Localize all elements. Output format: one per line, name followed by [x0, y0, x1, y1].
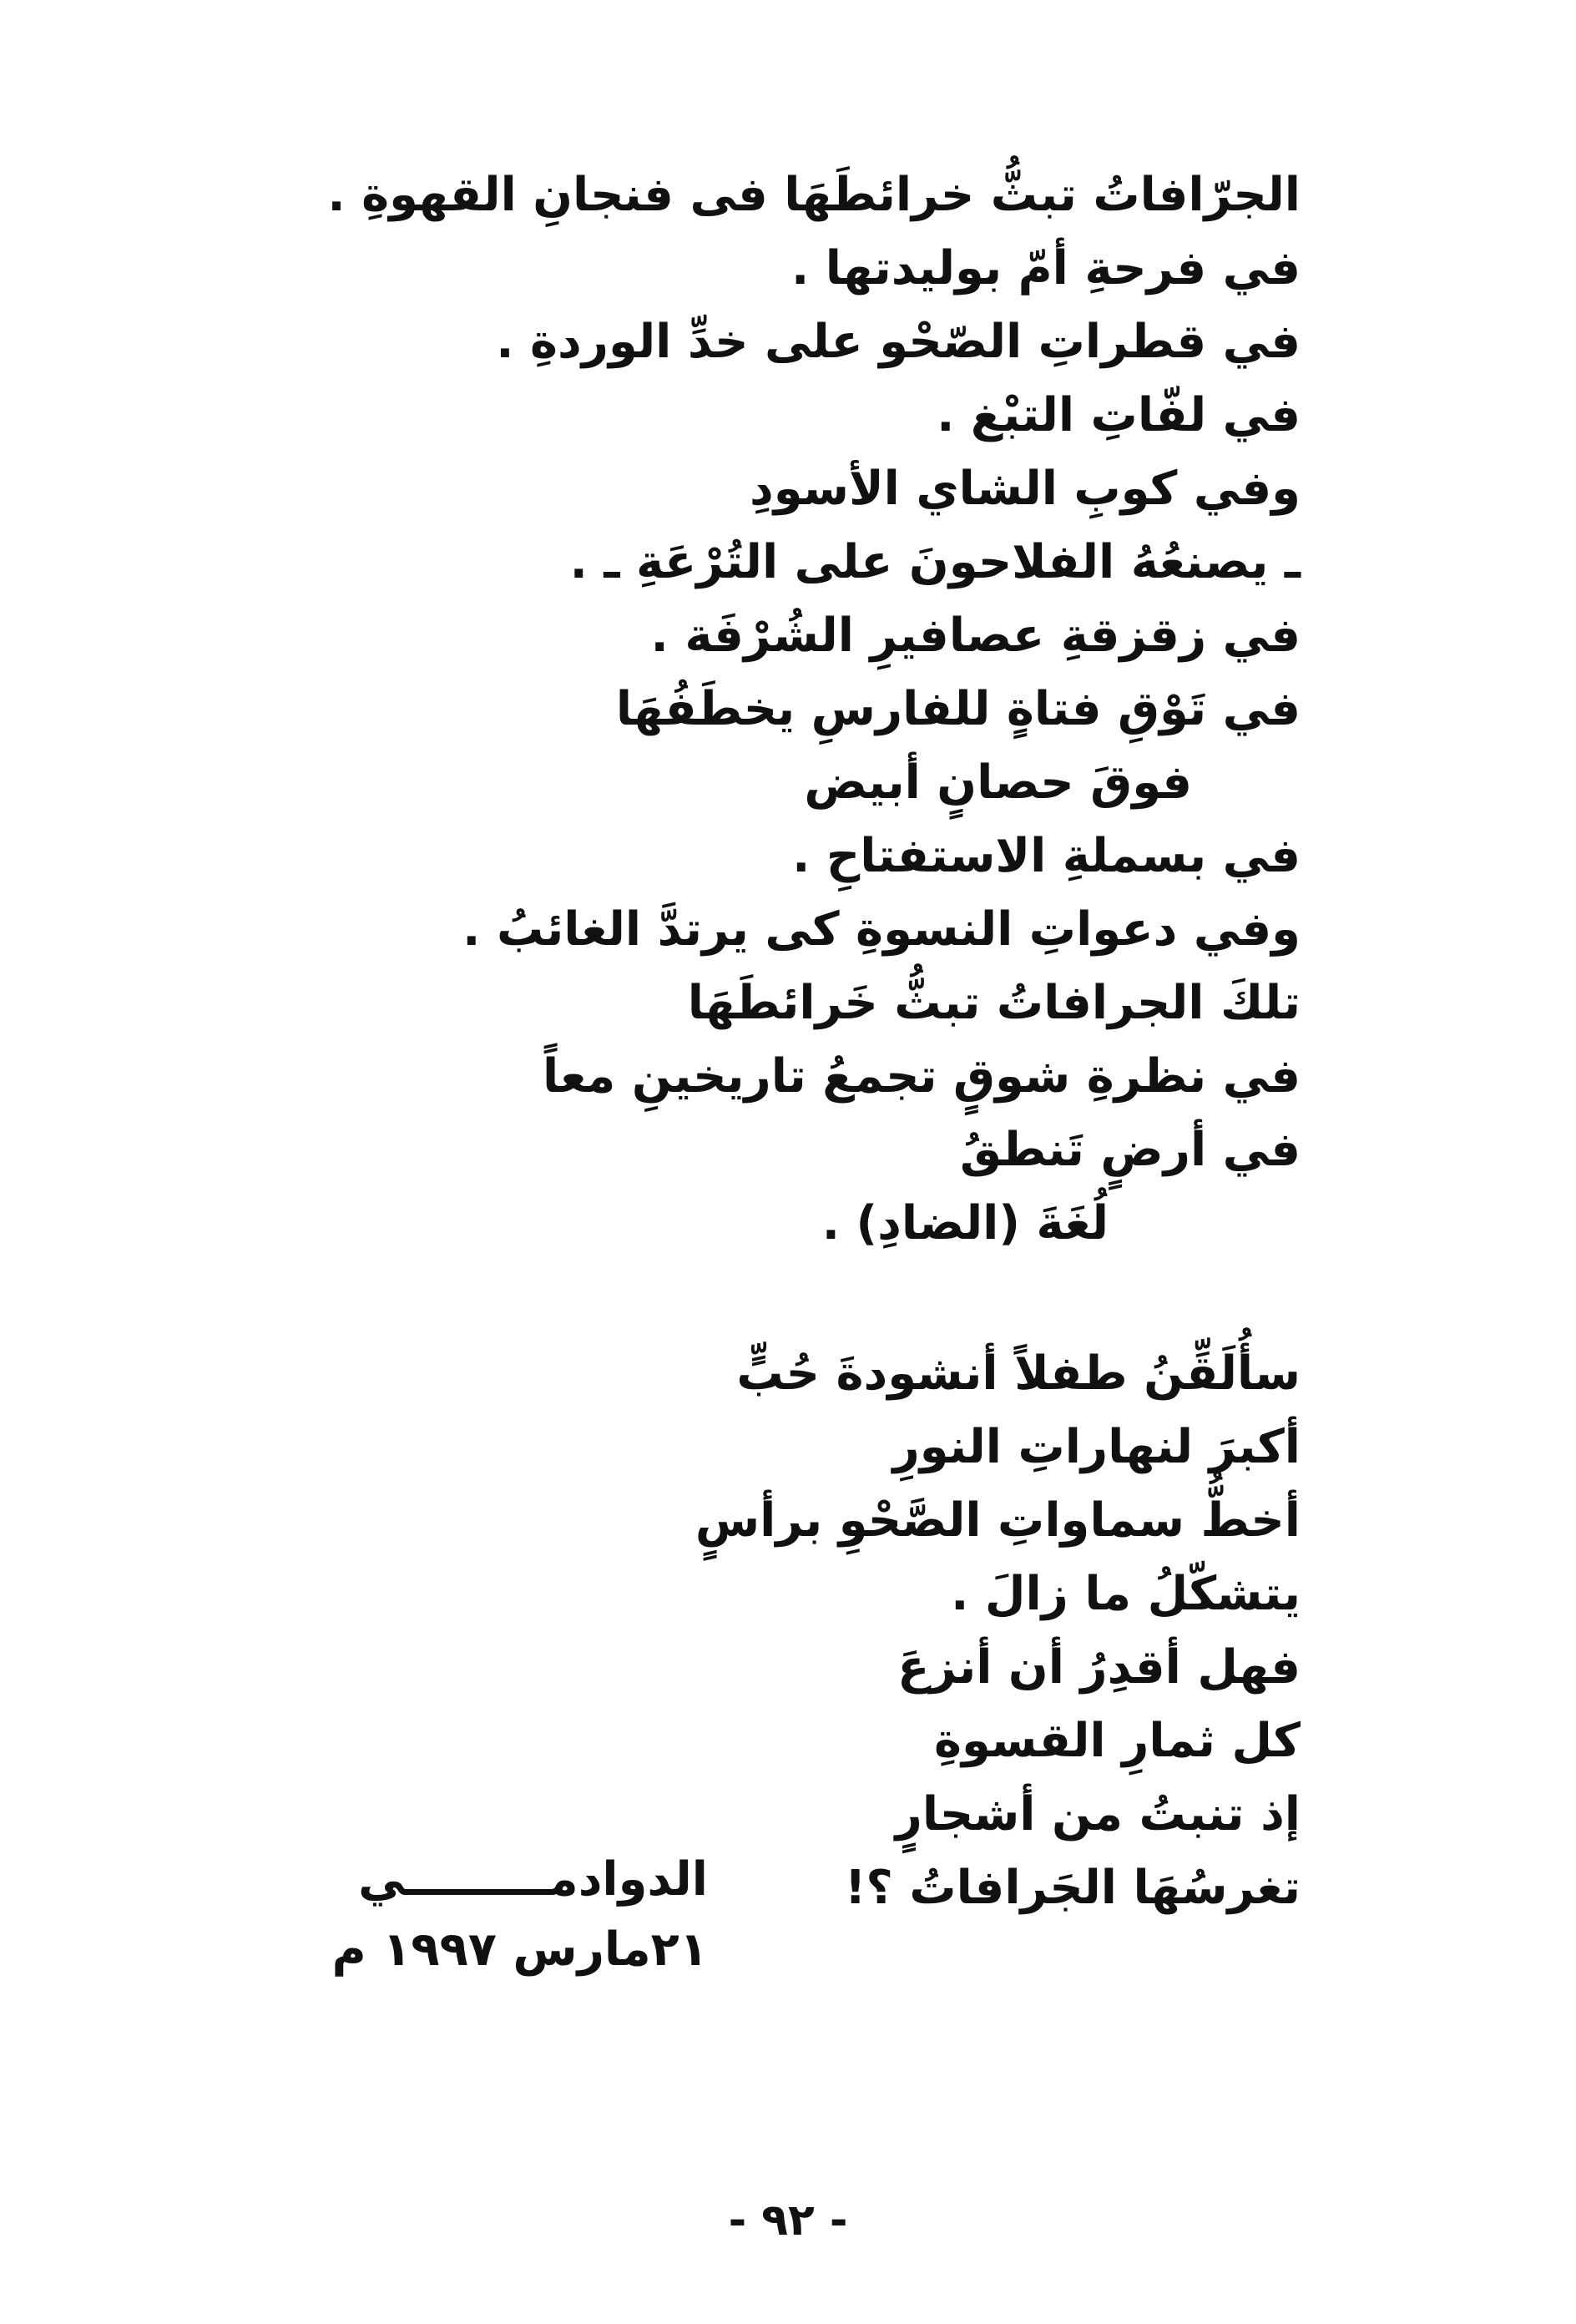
- poem-line: في بسملةِ الاستفتاحِ .: [792, 829, 1301, 883]
- poem-line: أخطُّ سماواتِ الصَّحْوِ برأسٍ: [695, 1493, 1301, 1548]
- poem-line: سأُلَقِّنُ طفلاً أنشودةَ حُبٍّ: [736, 1346, 1301, 1401]
- stanza-1: [299, 159, 1301, 1261]
- poem-line: تغرسُهَا الجَرافاتُ ؟!: [844, 1861, 1301, 1915]
- poem-line: في زقزقةِ عصافيرِ الشُرْفَة .: [650, 609, 1301, 663]
- poem-line: في تَوْقِ فتاةٍ للفارسِ يخطَفُهَا: [615, 682, 1301, 736]
- poem-line: وفي دعواتِ النسوةِ كى يرتدَّ الغائبُ .: [462, 902, 1301, 957]
- poem-line: في فرحةِ أمّ بوليدتها .: [791, 241, 1301, 296]
- poem-body: [299, 159, 1301, 1925]
- stanza-2: [299, 1337, 1301, 1925]
- poem-line: في أرضٍ تَنطقُ: [960, 1123, 1301, 1177]
- poem-line: أكبرَ لنهاراتِ النورِ: [892, 1420, 1301, 1474]
- poem-line: وفي كوبِ الشاي الأسودِ: [750, 462, 1301, 516]
- poem-line: تلكَ الجرافاتُ تبثُّ خَرائطَهَا: [687, 976, 1301, 1030]
- poem-line: في قطراتِ الصّحْو على خدِّ الوردةِ .: [496, 315, 1301, 369]
- poem-line: إذ تنبتُ من أشجارٍ: [895, 1787, 1301, 1842]
- poem-line: ـ يصنعُهُ الفلاحونَ على التُرْعَةِ ـ .: [569, 535, 1301, 589]
- author-name: الدوادمـــــــــي: [358, 1852, 708, 1907]
- author-signature: [290, 1845, 708, 1985]
- poem-line: فهل أقدِرُ أن أنزعَ: [897, 1640, 1301, 1695]
- page-number: - ٩٢ -: [728, 2195, 848, 2246]
- poem-line: في نظرةِ شوقٍ تجمعُ تاريخينِ معاً: [543, 1049, 1301, 1104]
- poem-line: فوقَ حصانٍ أبيض: [804, 755, 1192, 810]
- poem-line: في لفّاتِ التبْغ .: [937, 388, 1301, 442]
- stanza-divider: [299, 1261, 1301, 1337]
- poem-date: ٢١مارس ١٩٩٧ م: [331, 1922, 708, 1977]
- poem-line: يتشكّلُ ما زالَ .: [951, 1567, 1301, 1621]
- poem-line: كل ثمارِ القسوةِ: [933, 1714, 1301, 1768]
- poem-line: لُغَةَ (الضادِ) .: [821, 1196, 1109, 1250]
- poem-line: الجرّافاتُ تبثُّ خرائطَهَا فى فنجانِ القهوةِ .: [327, 168, 1301, 222]
